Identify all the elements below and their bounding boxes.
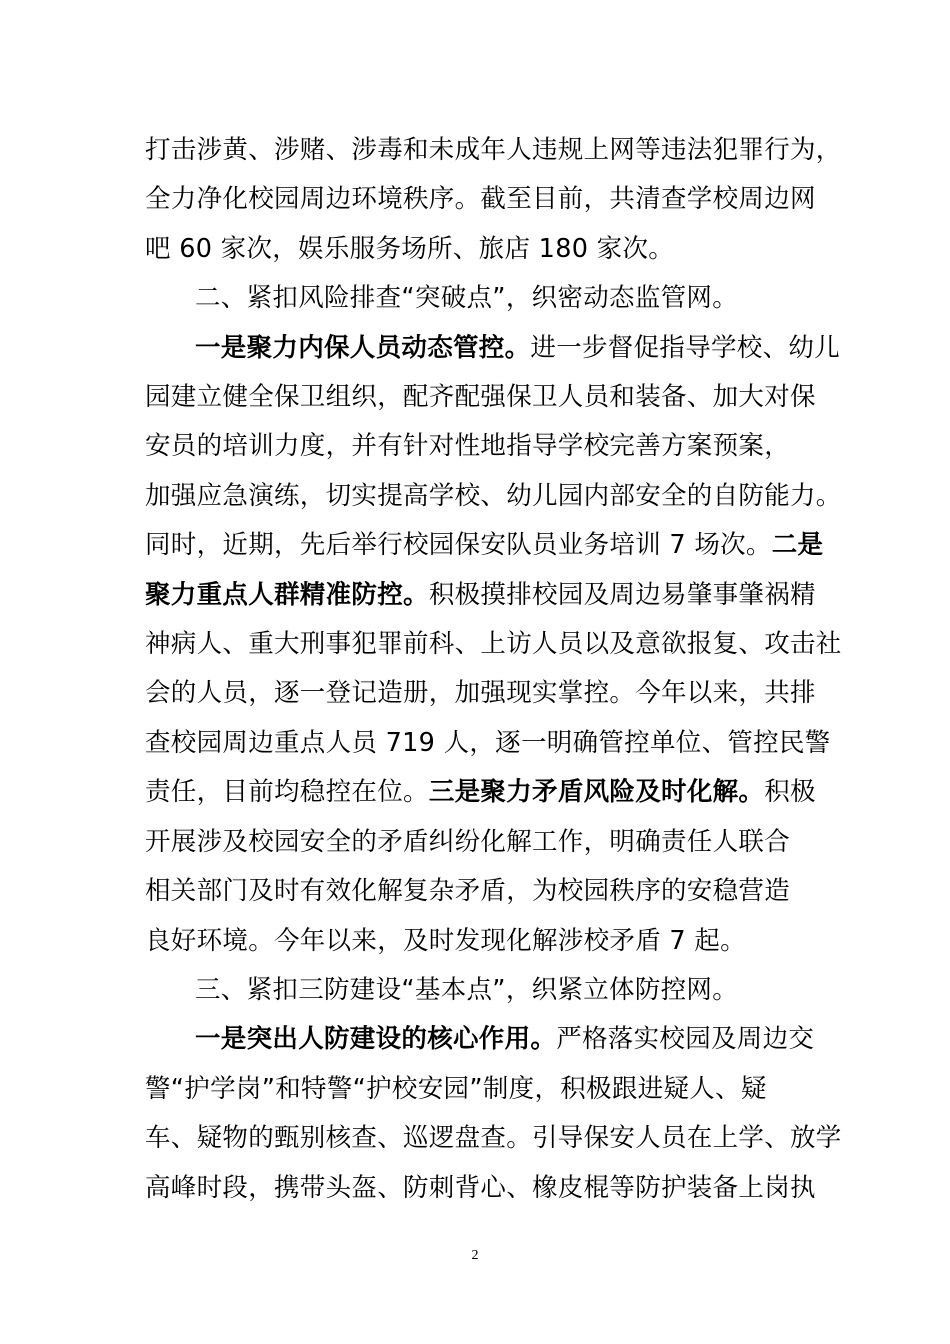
text-segment: 神病人、重大刑事犯罪前科、上访人员以及意欲报复、攻击社 xyxy=(145,629,842,660)
text-line xyxy=(145,422,835,471)
text-segment: 三、紧扣三防建设“基本点”，织紧立体防控网。 xyxy=(195,974,739,1005)
text-segment: 吧 60 家次，娱乐服务场所、旅店 180 家次。 xyxy=(145,233,675,264)
text-segment: 同时，近期，先后举行校园保安队员业务培训 7 场次。 xyxy=(145,530,772,561)
text-line xyxy=(145,669,835,718)
text-line xyxy=(145,571,835,620)
text-segment: 进一步督促指导学校、幼儿 xyxy=(530,332,841,363)
text-segment: 警“护学岗”和特警“护校安园”制度，积极跟进疑人、疑 xyxy=(145,1073,767,1104)
text-segment: 安员的培训力度，并有针对性地指导学校完善方案预案， xyxy=(145,431,791,462)
bold-lead-phrase: 二是 xyxy=(771,530,824,561)
text-line xyxy=(145,1065,835,1114)
bold-lead-phrase: 聚力重点人群精准防控。 xyxy=(145,579,429,610)
text-segment: 全力净化校园周边环境秩序。截至目前，共清查学校周边网 xyxy=(145,184,816,215)
text-segment: 加强应急演练，切实提高学校、幼儿园内部安全的自防能力。 xyxy=(145,480,842,511)
text-line xyxy=(145,521,835,570)
text-line xyxy=(145,620,842,669)
text-segment: 二、紧扣风险排查“突破点”，织密动态监管网。 xyxy=(195,283,739,314)
text-line xyxy=(145,1164,835,1213)
bold-lead-phrase: 三是聚力矛盾风险及时化解。 xyxy=(428,777,765,808)
text-segment: 查校园周边重点人员 719 人，逐一明确管控单位、管控民警 xyxy=(145,727,831,758)
text-segment: 积极 xyxy=(764,777,816,808)
text-line xyxy=(145,917,835,966)
text-segment: 相关部门及时有效化解复杂矛盾，为校园秩序的安稳营造 xyxy=(145,876,791,907)
bold-lead-phrase: 一是突出人防建设的核心作用。 xyxy=(195,1024,557,1055)
text-line xyxy=(145,719,835,768)
text-line xyxy=(145,324,841,373)
text-segment: 严格落实校园及周边交 xyxy=(556,1024,815,1055)
text-line xyxy=(145,768,835,817)
text-segment: 会的人员，逐一登记造册，加强现实掌控。今年以来，共排 xyxy=(145,678,816,709)
section-heading xyxy=(145,966,835,1015)
text-line xyxy=(145,867,835,916)
text-line xyxy=(145,472,842,521)
text-line xyxy=(145,818,835,867)
text-segment: 高峰时段，携带头盔、防刺背心、橡皮棍等防护装备上岗执 xyxy=(145,1172,816,1203)
section-heading xyxy=(145,274,835,323)
text-line xyxy=(145,225,835,274)
text-segment: 良好环境。今年以来，及时发现化解涉校矛盾 7 起。 xyxy=(145,925,746,956)
document-body xyxy=(145,126,842,1213)
text-segment: 开展涉及校园安全的矛盾纠纷化解工作，明确责任人联合 xyxy=(145,826,791,857)
text-segment: 打击涉黄、涉赌、涉毒和未成年人违规上网等违法犯罪行为， xyxy=(145,135,842,165)
text-segment: 责任，目前均稳控在位。 xyxy=(145,777,429,808)
text-segment: 园建立健全保卫组织，配齐配强保卫人员和装备、加大对保 xyxy=(145,382,816,413)
text-line xyxy=(145,1015,835,1064)
page-number: 2 xyxy=(471,1248,479,1263)
text-line xyxy=(145,1114,842,1163)
bold-lead-phrase: 一是聚力内保人员动态管控。 xyxy=(195,332,531,363)
text-line xyxy=(145,175,835,224)
text-line xyxy=(145,126,842,175)
text-segment: 积极摸排校园及周边易肇事肇祸精 xyxy=(428,579,816,610)
text-line xyxy=(145,373,835,422)
text-segment: 车、疑物的甄别核查、巡逻盘查。引导保安人员在上学、放学 xyxy=(145,1123,842,1154)
